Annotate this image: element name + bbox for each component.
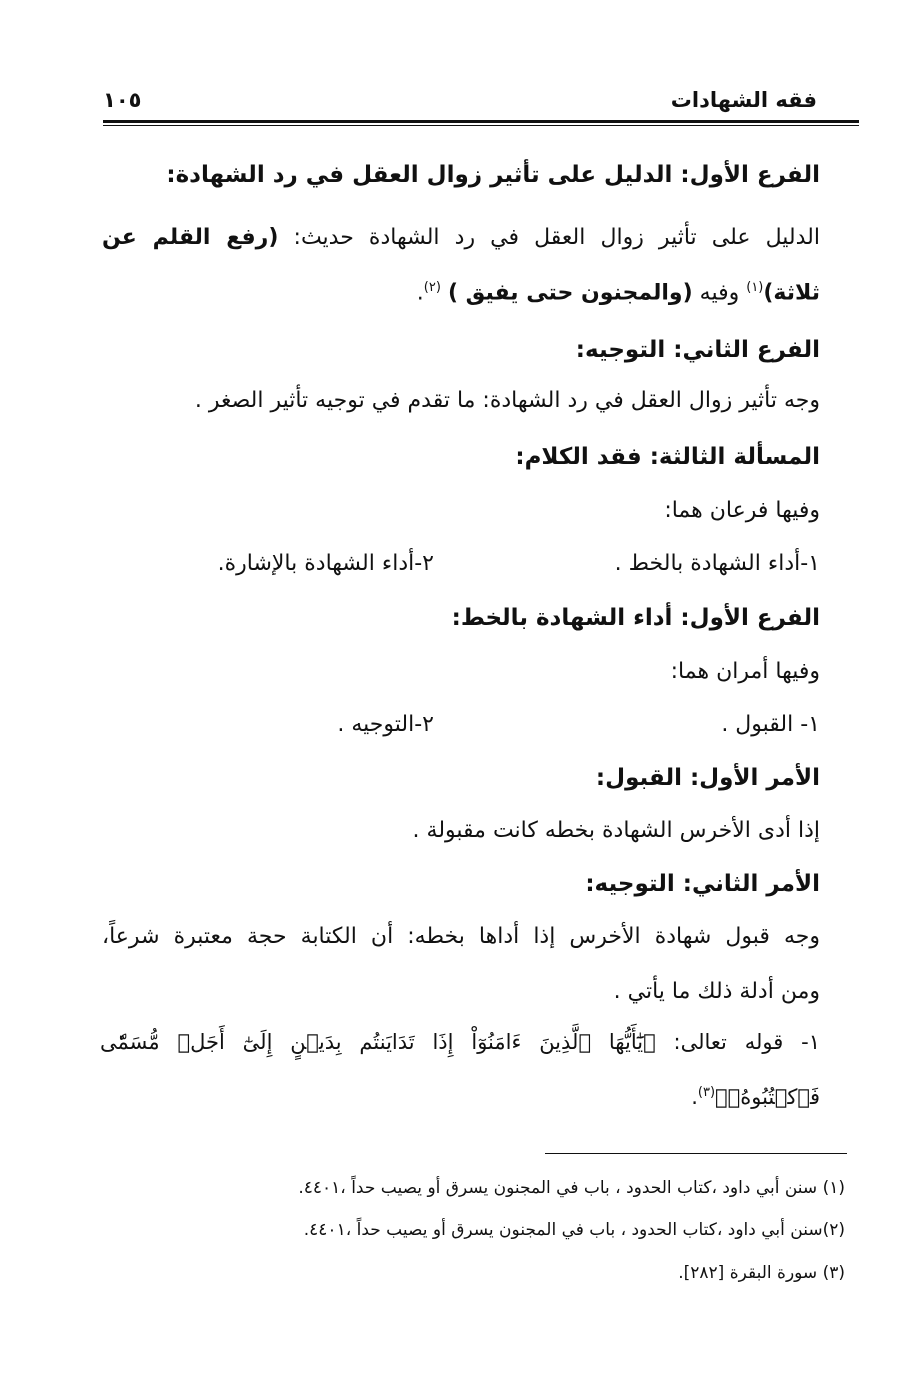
footnote-3: (٣) سورة البقرة [٢٨٢]. [678, 1263, 845, 1283]
paragraph-6-line-2: ومن أدلة ذلك ما يأتي . [613, 979, 820, 1004]
paragraph-1-text-2: وفيه [699, 280, 740, 306]
paragraph-1-line-1 [102, 225, 820, 250]
section-heading-4: الفرع الأول: أداء الشهادة بالخط: [451, 605, 820, 631]
paragraph-5: إذا أدى الأخرس الشهادة بخطه كانت مقبولة . [412, 818, 820, 843]
hadith-quote-end: ثلاثة) [763, 280, 820, 306]
list-2-item-2: ٢-التوجيه . [337, 712, 434, 737]
paragraph-1-text: الدليل على تأثير زوال العقل في رد الشهادة حديث: [293, 225, 820, 250]
footnote-1: (١) سنن أبي داود ،كتاب الحدود ، باب في المجنون يسرق أو يصيب حداً ،٤٤٠١. [298, 1178, 845, 1198]
section-heading-1: الفرع الأول: الدليل على تأثير زوال العقل في رد الشهادة: [166, 162, 820, 188]
paragraph-1-line-2 [417, 280, 820, 305]
paragraph-6-line-1: وجه قبول شهادة الأخرس إذا أداها بخطه: أن الكتابة حجة معتبرة شرعاً، [102, 924, 820, 949]
footnote-ref-2: (٢) [423, 280, 441, 295]
running-title: فقه الشهادات [670, 88, 817, 112]
header-rule-thick [103, 120, 859, 123]
section-heading-6: الأمر الثاني: التوجيه: [585, 871, 820, 897]
list-1-item-2: ٢-أداء الشهادة بالإشارة. [217, 551, 434, 576]
footnote-ref-1: (١) [746, 280, 764, 295]
header-rule-thin [103, 125, 859, 126]
quran-verse-end: فَٱكۡتُبُوهُۚ﴾ [715, 1085, 820, 1109]
footnote-2: (٢)سنن أبي داود ،كتاب الحدود ، باب في المجنون يسرق أو يصيب حداً ،٤٤٠١. [303, 1220, 845, 1240]
hadith-quote-start: (رفع القلم عن [102, 225, 279, 250]
paragraph-4: وفيها أمران هما: [670, 659, 820, 684]
list-2-item-1: ١- القبول . [721, 712, 820, 737]
paragraph-3: وفيها فرعان هما: [664, 498, 820, 523]
hadith-quote-2: (والمجنون حتى يفيق ) [447, 280, 693, 306]
sentence-end: . [416, 280, 424, 306]
list-1-item-1: ١-أداء الشهادة بالخط . [614, 551, 820, 576]
paragraph-2: وجه تأثير زوال العقل في رد الشهادة: ما تقدم في توجيه تأثير الصغر . [194, 388, 820, 413]
page-number: ١٠٥ [103, 88, 142, 112]
section-heading-2: الفرع الثاني: التوجيه: [575, 337, 820, 363]
sentence-end-2: . [691, 1085, 698, 1109]
paragraph-7-line-1: ١- قوله تعالى: ﴿يَٰٓأَيُّهَا ٱلَّذِينَ ءَامَنُوٓاْ إِذَا تَدَايَنتُم بِدَيۡنٍ إِلَىٰٓ أَجَلٖ مُّسَمّٗى [100, 1030, 820, 1054]
section-heading-3: المسألة الثالثة: فقد الكلام: [515, 444, 820, 470]
footnote-ref-3: (٣) [697, 1085, 716, 1100]
section-heading-5: الأمر الأول: القبول: [595, 765, 820, 791]
running-header [103, 88, 817, 118]
paragraph-7-line-2 [691, 1085, 820, 1109]
footnote-separator [545, 1153, 847, 1154]
